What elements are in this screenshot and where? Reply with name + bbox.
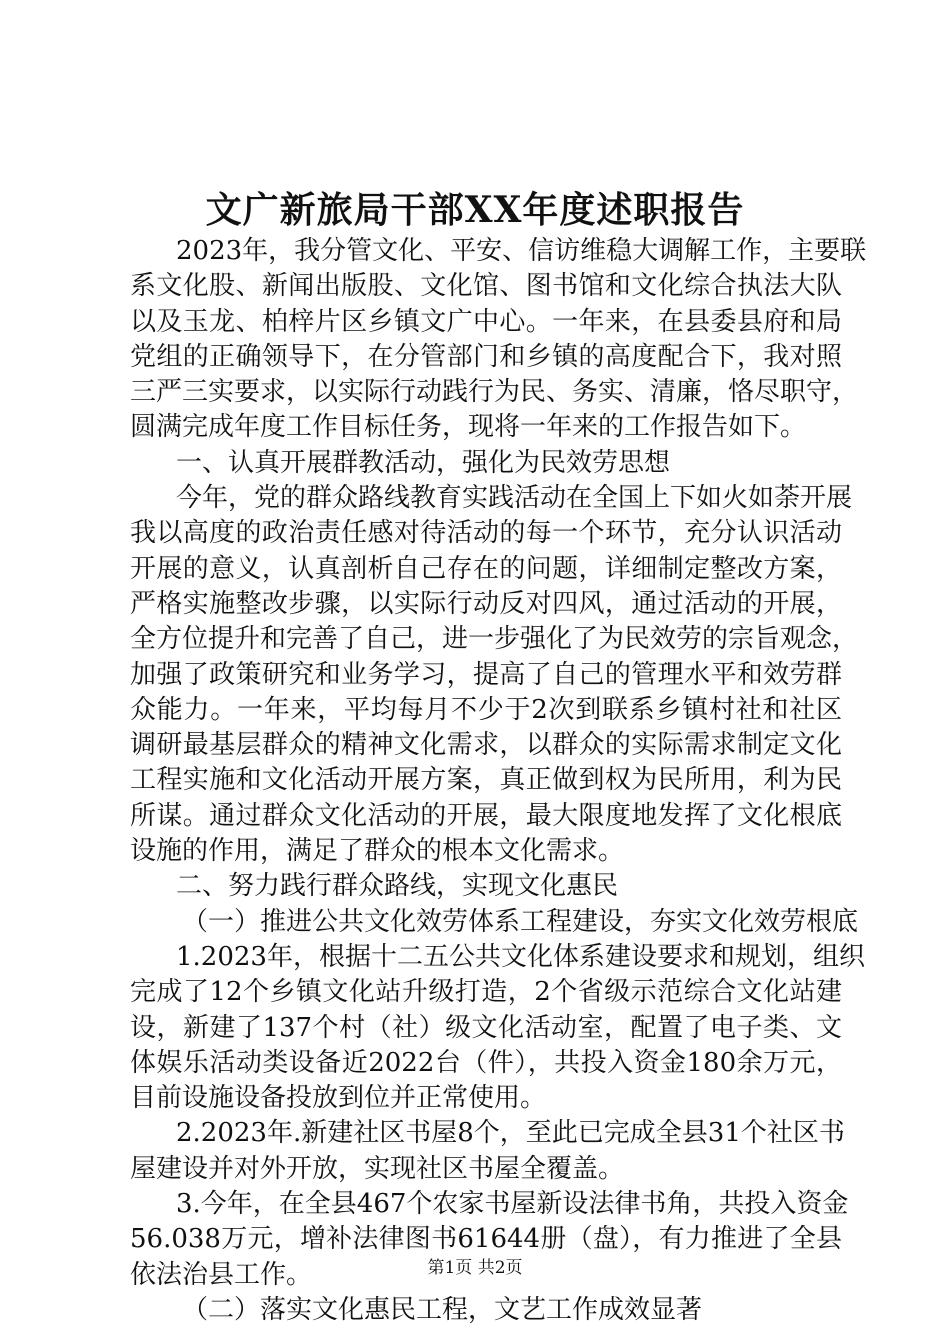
document-title: 文广新旅局干部XX年度述职报告 bbox=[205, 189, 745, 231]
subsection-heading: （一）推进公共文化效劳体系工程建设，夯实文化效劳根底 bbox=[182, 906, 859, 937]
paragraph-line: 调研最基层群众的精神文化需求，以群众的实际需求制定文化 bbox=[130, 730, 842, 761]
paragraph-line: 众能力。一年来，平均每月不少于2次到联系乡镇村社和社区 bbox=[130, 694, 842, 725]
paragraph-line: 完成了12个乡镇文化站升级打造，2个省级示范综合文化站建 bbox=[130, 977, 842, 1008]
paragraph-line: 体娱乐活动类设备近2022台（件），共投入资金180余万元， bbox=[130, 1047, 842, 1078]
document-body bbox=[130, 234, 867, 1328]
paragraph-line: 2.2023年.新建社区书屋8个，至此已完成全县31个社区书 bbox=[176, 1118, 845, 1149]
paragraph-line: 1.2023年，根据十二五公共文化体系建设要求和规划，组织 bbox=[176, 941, 865, 972]
section-heading: 一、认真开展群教活动，强化为民效劳思想 bbox=[176, 447, 671, 478]
paragraph-line: 工程实施和文化活动开展方案，真正做到权为民所用，利为民 bbox=[130, 765, 842, 796]
paragraph-line: 加强了政策研究和业务学习，提高了自己的管理水平和效劳群 bbox=[130, 659, 842, 690]
paragraph-line: 设施的作用，满足了群众的根本文化需求。 bbox=[130, 836, 625, 867]
paragraph-line: 3.今年，在全县467个农家书屋新设法律书角，共投入资金 bbox=[176, 1189, 849, 1220]
paragraph-line: 开展的意义，认真剖析自己存在的问题，详细制定整改方案， bbox=[130, 553, 842, 584]
paragraph-line: 严格实施整改步骤，以实际行动反对四风，通过活动的开展， bbox=[130, 588, 842, 619]
paragraph-line: 系文化股、新闻出版股、文化馆、图书馆和文化综合执法大队 bbox=[130, 271, 842, 302]
subsection-heading: （二）落实文化惠民工程，文艺工作成效显著 bbox=[182, 1294, 703, 1325]
paragraph-line: 2023年，我分管文化、平安、信访维稳大调解工作，主要联 bbox=[176, 236, 867, 266]
paragraph-line: 党组的正确领导下，在分管部门和乡镇的高度配合下，我对照 bbox=[130, 341, 842, 372]
paragraph-line: 我以高度的政治责任感对待活动的每一个环节，充分认识活动 bbox=[130, 518, 842, 549]
paragraph-line: 以及玉龙、柏梓片区乡镇文广中心。一年来，在县委县府和局 bbox=[130, 306, 842, 337]
page-footer: 第1页 共2页 bbox=[427, 1258, 523, 1278]
paragraph-line: 屋建设并对外开放，实现社区书屋全覆盖。 bbox=[130, 1153, 625, 1184]
paragraph-line: 设，新建了137个村（社）级文化活动室，配置了电子类、文 bbox=[130, 1012, 842, 1043]
paragraph-line: 依法治县工作。 bbox=[130, 1259, 313, 1290]
paragraph-line: 56.038万元，增补法律图书61644册（盘），有力推进了全县 bbox=[130, 1224, 842, 1255]
paragraph-line: 圆满完成年度工作目标任务，现将一年来的工作报告如下。 bbox=[130, 412, 807, 443]
paragraph-line: 今年，党的群众路线教育实践活动在全国上下如火如荼开展 bbox=[176, 483, 853, 514]
paragraph-line: 所谋。通过群众文化活动的开展，最大限度地发挥了文化根底 bbox=[130, 800, 842, 831]
section-heading: 二、努力践行群众路线，实现文化惠民 bbox=[176, 871, 619, 902]
paragraph-line: 三严三实要求，以实际行动践行为民、务实、清廉，恪尽职守， bbox=[130, 377, 859, 408]
paragraph-line: 全方位提升和完善了自己，进一步强化了为民效劳的宗旨观念， bbox=[130, 624, 859, 655]
paragraph-line: 目前设施设备投放到位并正常使用。 bbox=[130, 1083, 547, 1114]
